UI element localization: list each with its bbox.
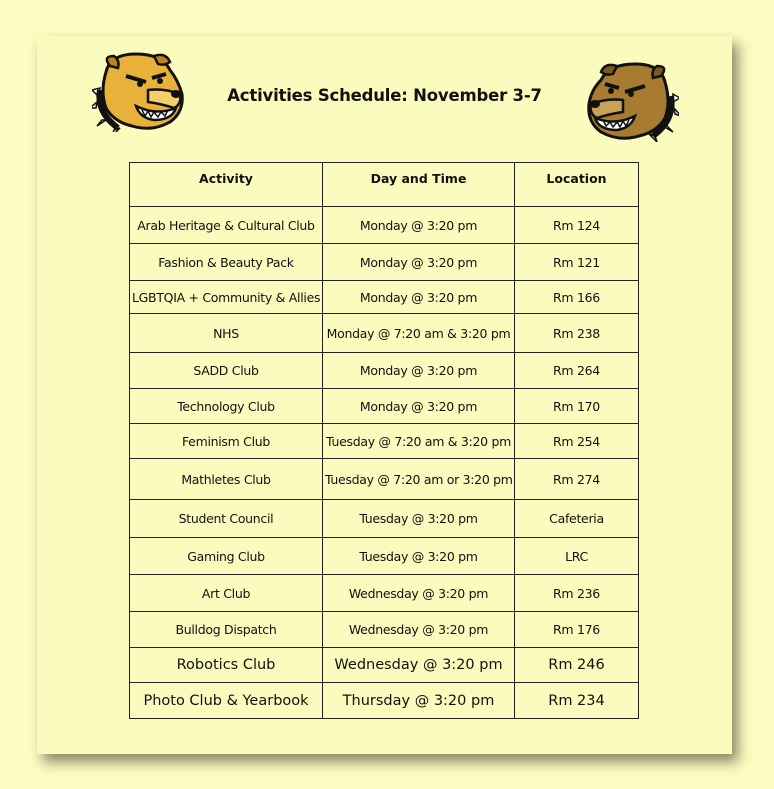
table-row bbox=[130, 207, 639, 244]
activity-cell: Mathletes Club bbox=[130, 459, 323, 500]
activity-cell: LGBTQIA + Community & Allies bbox=[130, 281, 323, 314]
time-cell: Tuesday @ 3:20 pm bbox=[323, 538, 515, 575]
time-cell: Wednesday @ 3:20 pm bbox=[323, 648, 515, 683]
page-title: Activities Schedule: November 3-7 bbox=[227, 86, 542, 105]
time-cell: Tuesday @ 3:20 pm bbox=[323, 500, 515, 538]
time-cell: Monday @ 7:20 am & 3:20 pm bbox=[323, 314, 515, 353]
column-header-location: Location bbox=[515, 163, 639, 207]
table-row bbox=[130, 389, 639, 424]
table-row bbox=[130, 281, 639, 314]
time-cell: Tuesday @ 7:20 am & 3:20 pm bbox=[323, 424, 515, 459]
location-cell: Rm 238 bbox=[515, 314, 639, 353]
location-cell: Rm 236 bbox=[515, 575, 639, 612]
table-row bbox=[130, 500, 639, 538]
bulldog-mascot-icon bbox=[583, 58, 679, 142]
activity-cell: Arab Heritage & Cultural Club bbox=[130, 207, 323, 244]
table-row bbox=[130, 648, 639, 683]
activity-cell: SADD Club bbox=[130, 353, 323, 389]
location-cell: LRC bbox=[515, 538, 639, 575]
activity-cell: Fashion & Beauty Pack bbox=[130, 244, 323, 281]
table-header-row bbox=[130, 163, 639, 207]
location-cell: Rm 264 bbox=[515, 353, 639, 389]
time-cell: Monday @ 3:20 pm bbox=[323, 207, 515, 244]
activity-cell: Gaming Club bbox=[130, 538, 323, 575]
location-cell: Rm 274 bbox=[515, 459, 639, 500]
column-header-day-and-time: Day and Time bbox=[323, 163, 515, 207]
location-cell: Rm 176 bbox=[515, 612, 639, 648]
location-cell: Rm 166 bbox=[515, 281, 639, 314]
time-cell: Thursday @ 3:20 pm bbox=[323, 683, 515, 719]
activity-cell: Technology Club bbox=[130, 389, 323, 424]
table-row bbox=[130, 612, 639, 648]
table-row bbox=[130, 459, 639, 500]
activity-cell: Student Council bbox=[130, 500, 323, 538]
schedule-sheet bbox=[37, 36, 732, 754]
table-row bbox=[130, 575, 639, 612]
location-cell: Rm 234 bbox=[515, 683, 639, 719]
activity-cell: Feminism Club bbox=[130, 424, 323, 459]
location-cell: Cafeteria bbox=[515, 500, 639, 538]
time-cell: Monday @ 3:20 pm bbox=[323, 244, 515, 281]
location-cell: Rm 124 bbox=[515, 207, 639, 244]
activities-table bbox=[129, 162, 639, 719]
activity-cell: Robotics Club bbox=[130, 648, 323, 683]
location-cell: Rm 246 bbox=[515, 648, 639, 683]
time-cell: Wednesday @ 3:20 pm bbox=[323, 612, 515, 648]
location-cell: Rm 254 bbox=[515, 424, 639, 459]
activity-cell: Bulldog Dispatch bbox=[130, 612, 323, 648]
table-row bbox=[130, 538, 639, 575]
time-cell: Monday @ 3:20 pm bbox=[323, 389, 515, 424]
activity-cell: NHS bbox=[130, 314, 323, 353]
table-row bbox=[130, 353, 639, 389]
table-row bbox=[130, 424, 639, 459]
table-row bbox=[130, 314, 639, 353]
location-cell: Rm 170 bbox=[515, 389, 639, 424]
time-cell: Wednesday @ 3:20 pm bbox=[323, 575, 515, 612]
activity-cell: Art Club bbox=[130, 575, 323, 612]
time-cell: Tuesday @ 7:20 am or 3:20 pm bbox=[323, 459, 515, 500]
time-cell: Monday @ 3:20 pm bbox=[323, 281, 515, 314]
activity-cell: Photo Club & Yearbook bbox=[130, 683, 323, 719]
table-row bbox=[130, 244, 639, 281]
table-row bbox=[130, 683, 639, 719]
column-header-activity: Activity bbox=[130, 163, 323, 207]
location-cell: Rm 121 bbox=[515, 244, 639, 281]
time-cell: Monday @ 3:20 pm bbox=[323, 353, 515, 389]
